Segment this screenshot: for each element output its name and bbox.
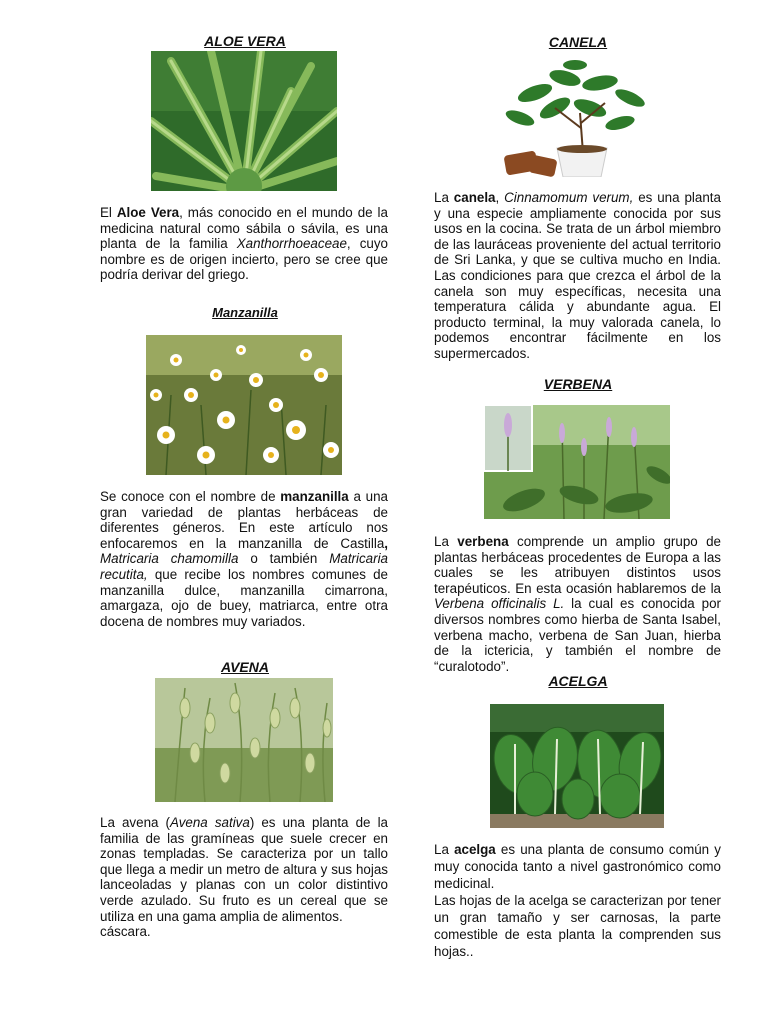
avena-description [100, 815, 388, 940]
text-run: La avena ( [100, 815, 171, 830]
verbena-description [434, 534, 721, 674]
acelga-description [434, 841, 721, 960]
text-run: ) es una planta de la familia de las gramíneas que suele crecer en zonas templadas. Se caracteriza por un tallo que llega a medir un metro de altura y sus hojas lanceoladas y planas con un color distintivo verde azulado. Su fruto es un cereal que se utiliza en una gama amplia de alimentos. [100, 815, 388, 924]
canela-title: CANELA [548, 34, 608, 50]
text-run: La [434, 842, 455, 857]
bold-run: verbena [457, 534, 509, 549]
canela-photo [495, 53, 659, 177]
bold-run: canela [453, 190, 496, 205]
acelga-title: ACELGA [548, 673, 608, 689]
text-run: , cuyo nombre es de origen incierto, pero se cree que podría derivar del griego. [100, 236, 388, 283]
text-run: es una planta y una especie ampliamente conocida por sus usos en la cocina. Se trata de un árbol miembro de las lauráceas proveniente del actual territorio de Sri Lanka, y que se cultiva mucho en India. Las condiciones para que crezca el árbol de la canela son muy específicas, necesita una temperatura cálida y abundante agua. El producto terminal, la muy valorada canela, lo podemos encontrar fácilmente en los supermercados. [434, 190, 721, 361]
aloe-vera-photo [151, 51, 337, 191]
text-run: cáscara. [100, 924, 151, 940]
italic-run: Matricaria chamomilla [100, 551, 239, 567]
text-run: que recibe los nombres comunes de manzanilla dulce, manzanilla cimarrona, amargaza, ojo de buey, matriarca, entre otra docena de nombres muy variados. [100, 566, 388, 629]
avena-photo [155, 678, 333, 802]
text-run: El [100, 205, 117, 220]
manzanilla-title: Manzanilla [212, 305, 278, 320]
italic-run: Cinnamomum verum, [504, 190, 634, 205]
italic-run: Matricaria recutita, [100, 551, 388, 582]
verbena-photo [484, 405, 670, 519]
text-run: La [434, 534, 458, 549]
aloe-vera-title: ALOE VERA [204, 33, 286, 49]
text-run: , [495, 190, 505, 205]
text-run: comprende un amplio grupo de plantas herbáceas procedentes de Europa a las cuales se les atribuyen distintos usos terapéuticos. En esta ocasión hablaremos de la [434, 534, 721, 596]
bold-run: manzanilla [280, 489, 349, 504]
acelga-photo [490, 704, 664, 828]
bold-run: acelga [454, 842, 496, 857]
verbena-title: VERBENA [543, 376, 613, 392]
italic-run: Avena sativa [170, 815, 250, 830]
avena-title: AVENA [221, 659, 269, 675]
text-run: a una gran variedad de plantas herbáceas de diferentes géneros. En este artículo nos enfocaremos en la manzanilla de Castilla [100, 489, 388, 551]
canela-description [434, 190, 721, 362]
aloe-vera-description [100, 205, 388, 283]
text-run: , más conocido en el mundo de la medicina natural como sábila o sávila, es una planta de la familia [100, 205, 388, 252]
text-run: o también [238, 551, 330, 567]
text-run: Se conoce con el nombre de [100, 489, 281, 504]
text-run: es una planta de consumo común y muy conocida tanto a nivel gastronómico como medicinal. [434, 842, 721, 891]
manzanilla-description [100, 489, 388, 629]
italic-run: Xanthorrhoeaceae [236, 236, 347, 252]
text-run: Las hojas de la acelga se caracterizan por tener un gran tamaño y ser carnosas, la parte comestible de esta planta la comprenden sus hojas.. [434, 893, 721, 959]
text-run: La [434, 190, 454, 205]
bold-run: , [384, 535, 388, 551]
manzanilla-photo [146, 335, 342, 475]
text-run: la cual es conocida por diversos nombres como hierba de Santa Isabel, verbena macho, verbena de San Juan, hierba de la ictericia, y también el nombre de “curalotodo”. [434, 596, 722, 674]
italic-run: Verbena officinalis L. [434, 596, 565, 612]
bold-run: Aloe Vera [116, 205, 180, 220]
